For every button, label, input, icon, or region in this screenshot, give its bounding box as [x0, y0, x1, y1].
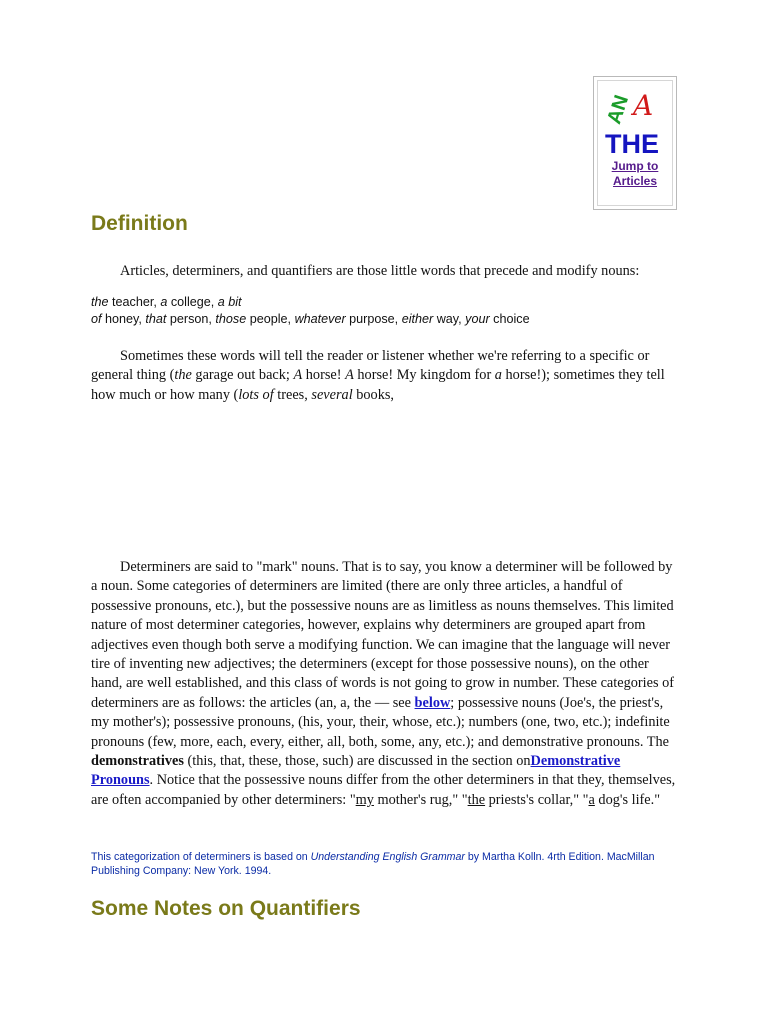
- below-link[interactable]: below: [414, 694, 451, 711]
- quantifiers-heading: Some Notes on Quantifiers: [91, 897, 361, 920]
- source-note: This categorization of determiners is based on Understanding English Grammar by Martha Kolln. 4rth Edition. MacMillan Publishing Company: New York. 1994.: [91, 851, 655, 877]
- usage-paragraph: Sometimes these words will tell the reader or listener whether we're referring to a specific or general thing (the garage out back; A horse! A horse! My kingdom for a horse!); sometimes they tell how much or how many (lots of trees, several books,: [91, 348, 665, 403]
- articles-logo-box: [593, 76, 677, 210]
- determiners-paragraph: Determiners are said to "mark" nouns. That is to say, you know a determiner will be followed by a noun. Some categories of determiners are limited (there are only three articles, a handful of possessive pronouns, etc.), but the possessive nouns are as limitless as nouns themselves. This limited nature of most determiner categories, however, explains why determiners are grouped apart from adjectives even though both serve a modifying function. We can imagine that the language will never tire of inventing new adjectives; the determiners (except for those possessive nouns), on the other hand, are well established, and this class of words is not going to grow in number. These categories of determiners are as follows: the articles (an, a, the — see below; possessive nouns (Joe's, the priest's, my mother's); possessive pronouns, (his, your, their, whose, etc.); numbers (one, two, etc.); indefinite pronouns (few, more, each, every, either, all, both, some, any, etc.); and demonstrative pronouns. The demonstratives (this, that, these, those, such) are discussed in the section onDemonstrative Pronouns. Notice that the possessive nouns differ from the other determiners in that they, themselves, are often accompanied by other determiners: "my mother's rug," "the priests's collar," "a dog's life.": [91, 559, 676, 808]
- intro-paragraph: Articles, determiners, and quantifiers are those little words that precede and modify nouns:: [120, 263, 640, 279]
- logo-a-text: A: [633, 89, 654, 122]
- demonstrative-pronouns-link[interactable]: Demonstrative Pronouns: [91, 753, 621, 789]
- jump-to-articles-link[interactable]: Jump to Articles: [611, 159, 659, 188]
- definition-heading: Definition: [91, 212, 188, 235]
- examples-line-1: the teacher, a college, a bit: [91, 295, 242, 309]
- logo-an-text: AN: [603, 92, 634, 127]
- example-phrases: [91, 294, 681, 328]
- examples-line-2: of honey, that person, those people, whatever purpose, either way, your choice: [91, 312, 530, 326]
- an-a-the-logo[interactable]: [599, 83, 671, 159]
- logo-the-text: THE: [605, 129, 659, 159]
